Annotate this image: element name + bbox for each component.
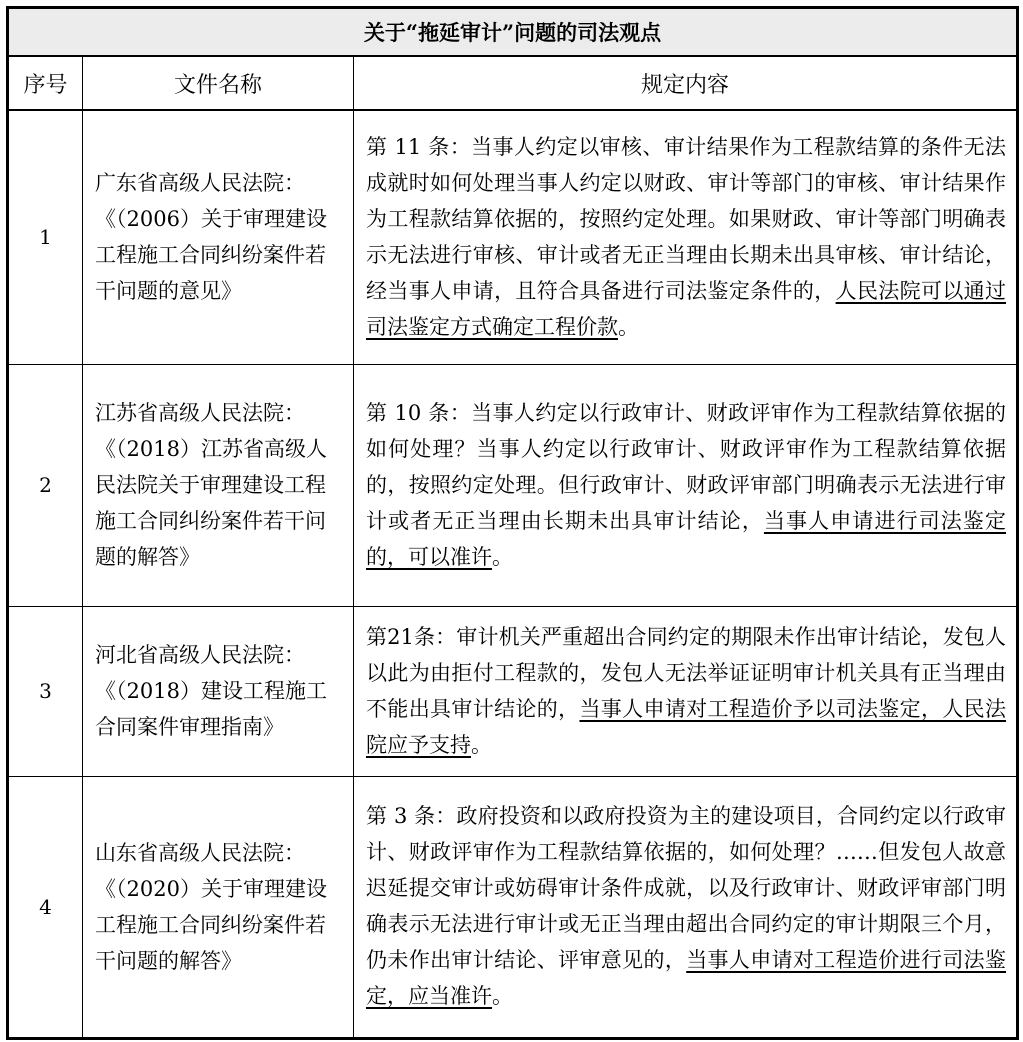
document-page	[6, 6, 1019, 1040]
content-underlined: 当事人申请进行司法鉴定的，可以准许	[366, 508, 1007, 569]
content-text: 第 10 条：当事人约定以行政审计、财政评审作为工程款结算依据的如何处理？当事人约定以行政审计、财政评审作为工程款结算依据的，按照约定处理。但行政审计、财政评审部门明确表示无法进行审计或者无正当理由长期未出具审计结论，	[366, 400, 1007, 533]
content-text: 第21条：审计机关严重超出合同约定的期限未作出审计结论，发包人以此为由拒付工程款的，发包人无法举证证明审计机关具有正当理由不能出具审计结论的，	[366, 624, 1007, 721]
document-title: 《（2018）建设工程施工合同案件审理指南》	[95, 679, 327, 739]
court-name: 河北省高级人民法院：	[95, 643, 305, 667]
table-row	[8, 110, 1018, 364]
document-name-cell	[83, 606, 354, 776]
header-document-name: 文件名称	[83, 56, 354, 110]
court-name: 广东省高级人民法院：	[95, 171, 305, 196]
document-title: 《（2020）关于审理建设工程施工合同纠纷案件若干问题的解答》	[95, 876, 327, 973]
content-cell	[354, 606, 1018, 776]
table-title-row	[8, 8, 1018, 57]
content-text: 第 11 条：当事人约定以审核、审计结果作为工程款结算的条件无法成就时如何处理当事人约定以财政、审计等部门的审核、审计结果作为工程款结算依据的，按照约定处理。如果财政、审计等部门明确表示无法进行审核、审计或者无正当理由长期未出具审核、审计结论，经当事人申请，且符合具备进行司法鉴定条件的，	[366, 134, 1007, 303]
document-title: 《（2018）江苏省高级人民法院关于审理建设工程施工合同纠纷案件若干问题的解答》	[95, 437, 327, 569]
table-title: 关于“拖延审计”问题的司法观点	[8, 8, 1018, 57]
table-row	[8, 606, 1018, 776]
content-tail: 。	[492, 984, 513, 1008]
content-tail: 。	[471, 732, 492, 757]
row-number: 2	[8, 364, 83, 606]
content-text: 第 3 条：政府投资和以政府投资为主的建设项目，合同约定以行政审计、财政评审作为工程款结算依据的，如何处理？……但发包人故意迟延提交审计或妨碍审计条件成就，以及行政审计、财政评审部门明确表示无法进行审计或无正当理由超出合同约定的审计期限三个月，仍未作出审计结论、评审意见的，	[366, 804, 1007, 972]
content-cell	[354, 776, 1018, 1038]
content-underlined: 当事人申请对工程造价予以司法鉴定，人民法院应予支持	[366, 696, 1007, 757]
content-cell	[354, 364, 1018, 606]
table-header-row	[8, 56, 1018, 110]
row-number: 4	[8, 776, 83, 1038]
header-number: 序号	[8, 56, 83, 110]
content-underlined: 人民法院可以通过司法鉴定方式确定工程价款	[366, 278, 1007, 339]
header-content: 规定内容	[354, 56, 1018, 110]
court-name: 江苏省高级人民法院：	[95, 401, 305, 425]
content-tail: 。	[492, 544, 513, 569]
content-cell	[354, 110, 1018, 364]
row-number: 1	[8, 110, 83, 364]
court-name: 山东省高级人民法院：	[95, 840, 305, 865]
document-name-cell	[83, 776, 354, 1038]
content-underlined: 当事人申请对工程造价进行司法鉴定，应当准许	[366, 948, 1007, 1008]
judicial-views-table	[6, 6, 1019, 1040]
document-title: 《（2006）关于审理建设工程施工合同纠纷案件若干问题的意见》	[95, 207, 327, 304]
row-number: 3	[8, 606, 83, 776]
document-name-cell	[83, 110, 354, 364]
table-row	[8, 776, 1018, 1038]
content-tail: 。	[618, 314, 639, 339]
table-row	[8, 364, 1018, 606]
document-name-cell	[83, 364, 354, 606]
